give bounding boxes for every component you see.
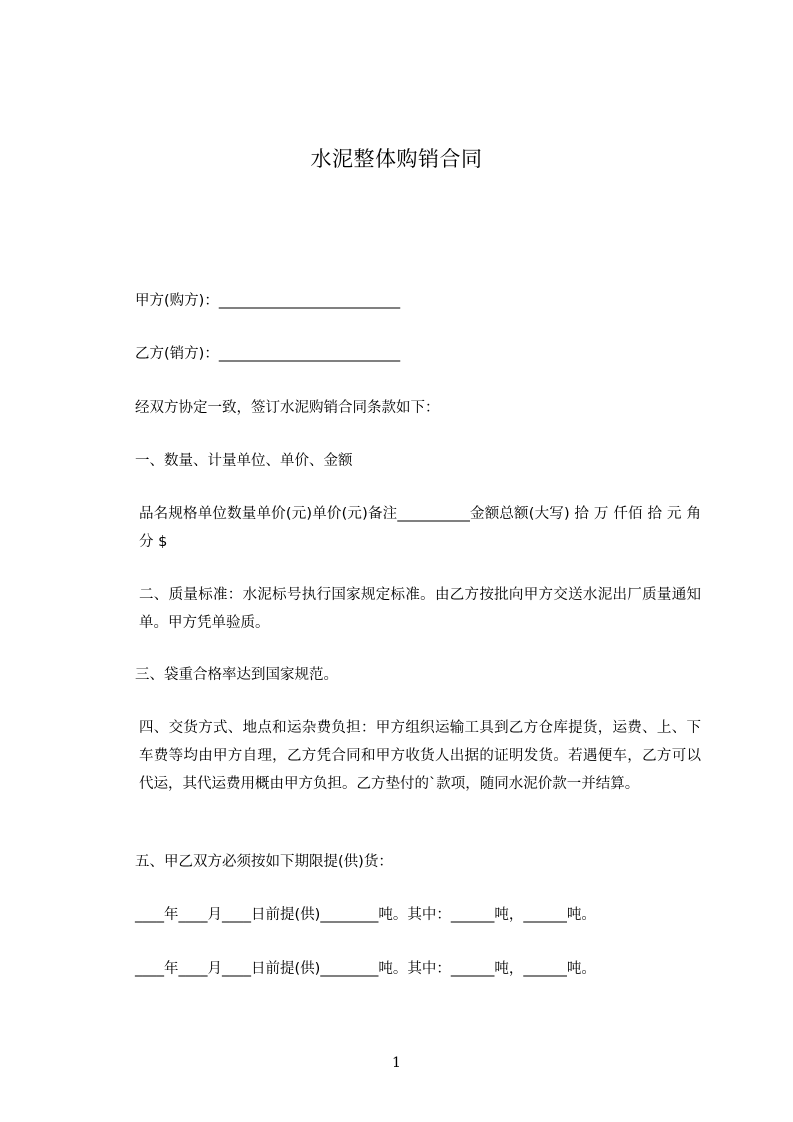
page-number: 1 bbox=[392, 1055, 401, 1071]
intro-paragraph: 经双方协定一致，签订水泥购销合同条款如下： bbox=[135, 400, 440, 416]
section-2-paragraph: 二、质量标准：水泥标号执行国家规定标准。由乙方按批向甲方交送水泥出厂质量通知单。甲方凭单验质。 bbox=[139, 587, 701, 631]
document-title: 水泥整体购销合同 bbox=[310, 147, 483, 171]
section-3-paragraph: 三、袋重合格率达到国家规范。 bbox=[135, 667, 338, 683]
section-5-heading: 五、甲乙双方必须按如下期限提(供)货： bbox=[135, 854, 393, 870]
section-1-heading: 一、数量、计量单位、单价、金额 bbox=[135, 453, 353, 469]
party-b-line: 乙方(销方)：_________________________ bbox=[135, 346, 401, 362]
section-4-paragraph: 四、交货方式、地点和运杂费负担：甲方组织运输工具到乙方仓库提货，运费、上、下车费等均由甲方自理，乙方凭合同和甲方收货人出据的证明发货。若遇便车，乙方可以代运，其代运费用概由甲方负担。乙方垫付的`款项，随同水泥价款一并结算。 bbox=[139, 720, 701, 792]
schedule-line-1: ____年____月____日前提(供)________吨。其中：______吨，______吨。 bbox=[135, 907, 596, 923]
section-1-table-text: 品名规格单位数量单价(元)单价(元)备注__________金额总额(大写) 拾 万 仟佰 拾 元 角 分 $ bbox=[139, 506, 701, 550]
schedule-line-2: ____年____月____日前提(供)________吨。其中：______吨，______吨。 bbox=[135, 961, 596, 977]
party-a-line: 甲方(购方)：_________________________ bbox=[135, 293, 401, 309]
